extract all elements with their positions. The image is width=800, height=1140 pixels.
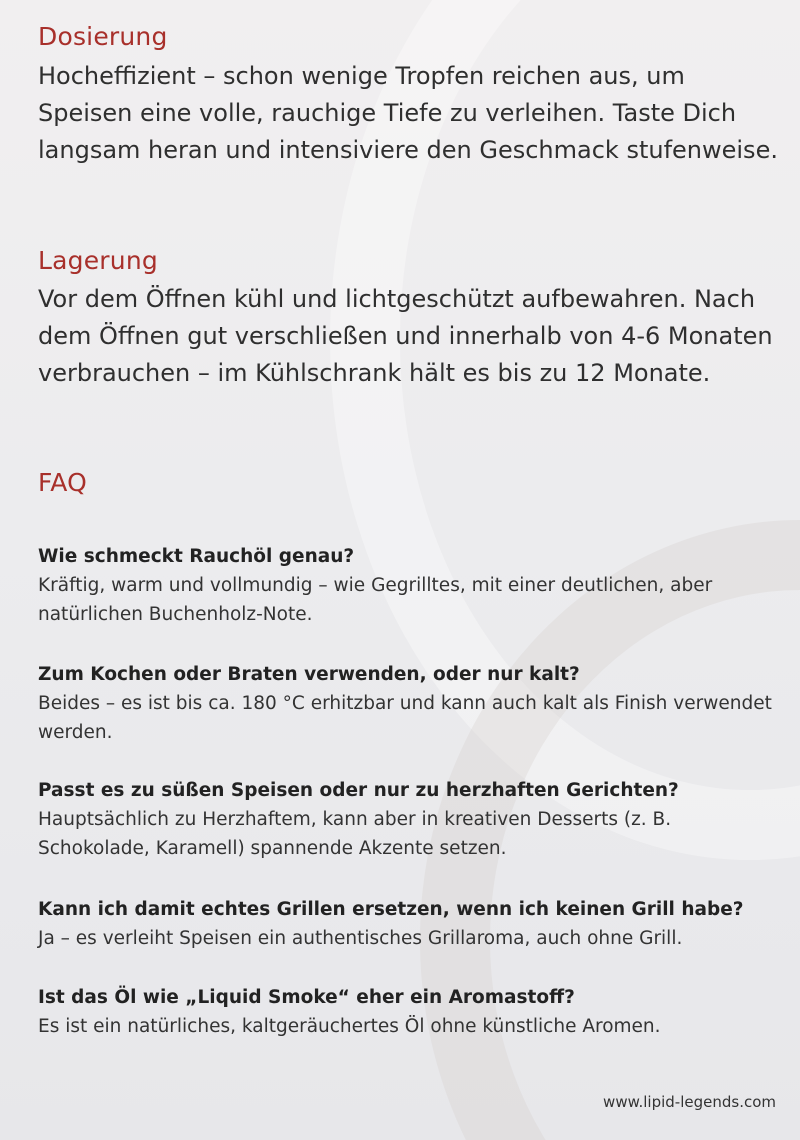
- lagerung-heading: Lagerung: [38, 246, 158, 275]
- faq-answer: Ja – es verleiht Speisen ein authentisches Grillaroma, auch ohne Grill.: [38, 928, 683, 949]
- faq-item: [38, 776, 778, 863]
- faq-answer: Hauptsächlich zu Herzhaftem, kann aber in kreativen Desserts (z. B. Schokolade, Karamell) spannende Akzente setzen.: [38, 809, 672, 859]
- faq-heading: FAQ: [38, 468, 88, 497]
- dosierung-text: Hocheffizient – schon wenige Tropfen reichen aus, um Speisen eine volle, rauchige Tiefe zu verleihen. Taste Dich langsam heran und intensiviere den Geschmack stufenweise.: [38, 62, 778, 164]
- faq-question: Wie schmeckt Rauchöl genau?: [38, 546, 355, 567]
- faq-item: [38, 660, 778, 747]
- lagerung-text: Vor dem Öffnen kühl und lichtgeschützt aufbewahren. Nach dem Öffnen gut verschließen und innerhalb von 4-6 Monaten verbrauchen – im Kühlschrank hält es bis zu 12 Monate.: [38, 285, 773, 387]
- website-url: www.lipid-legends.com: [603, 1093, 776, 1111]
- faq-item: [38, 983, 778, 1041]
- faq-question: Ist das Öl wie „Liquid Smoke“ eher ein Aromastoff?: [38, 987, 575, 1008]
- faq-question: Kann ich damit echtes Grillen ersetzen, wenn ich keinen Grill habe?: [38, 899, 744, 920]
- faq-item: [38, 895, 778, 953]
- faq-answer: Kräftig, warm und vollmundig – wie Gegrilltes, mit einer deutlichen, aber natürlichen Buchenholz-Note.: [38, 575, 713, 625]
- dosierung-heading: Dosierung: [38, 22, 168, 51]
- faq-question: Zum Kochen oder Braten verwenden, oder nur kalt?: [38, 664, 580, 685]
- faq-item: [38, 542, 778, 629]
- faq-answer: Beides – es ist bis ca. 180 °C erhitzbar und kann auch kalt als Finish verwendet werden.: [38, 693, 772, 743]
- faq-answer: Es ist ein natürliches, kaltgeräuchertes Öl ohne künstliche Aromen.: [38, 1016, 661, 1037]
- faq-question: Passt es zu süßen Speisen oder nur zu herzhaften Gerichten?: [38, 780, 679, 801]
